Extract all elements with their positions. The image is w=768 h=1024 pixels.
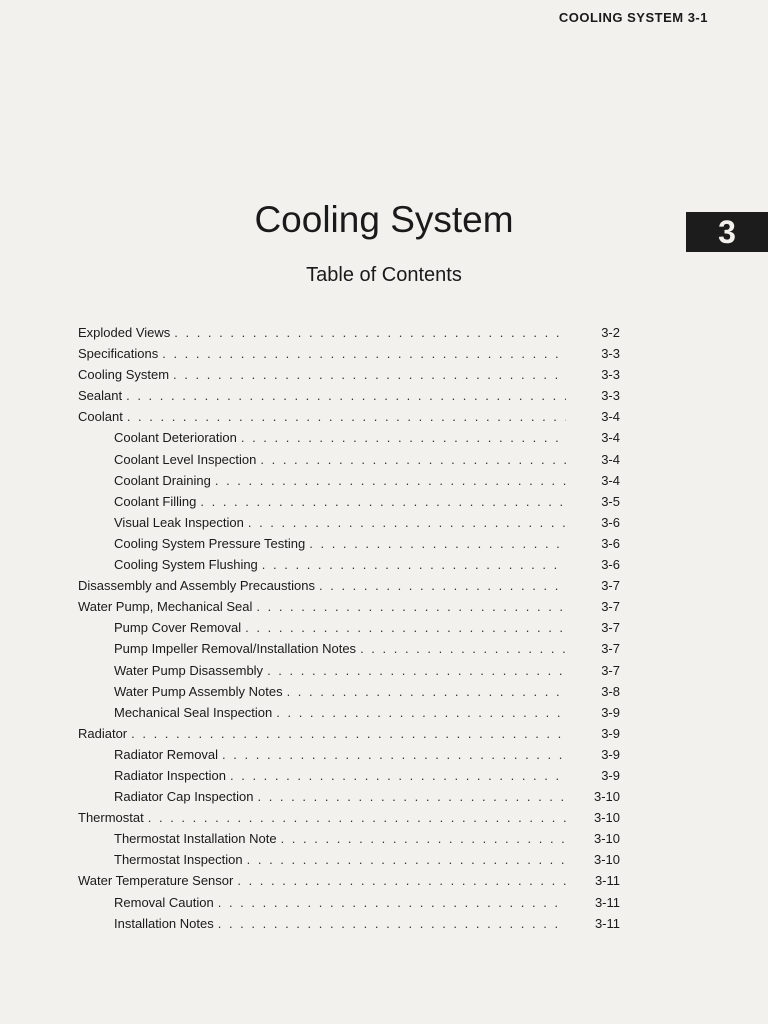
toc-entry-label: Specifications bbox=[78, 346, 159, 362]
dot-leader bbox=[237, 870, 566, 891]
toc-entry-label: Coolant Draining bbox=[114, 472, 211, 488]
toc-entry-page: 3-4 bbox=[601, 409, 620, 425]
dot-leader bbox=[309, 533, 566, 554]
toc-entry-page: 3-9 bbox=[601, 767, 620, 783]
toc-entry-label: Coolant Filling bbox=[114, 493, 197, 509]
toc-entry bbox=[78, 765, 620, 786]
dot-leader bbox=[241, 427, 566, 448]
toc-entry-label: Cooling System Flushing bbox=[114, 557, 258, 573]
toc-entry-page: 3-6 bbox=[601, 557, 620, 573]
toc-entry bbox=[78, 870, 620, 891]
toc-entry-page: 3-3 bbox=[601, 346, 620, 362]
dot-leader bbox=[222, 744, 566, 765]
dot-leader bbox=[287, 681, 566, 702]
toc-entry-label: Pump Cover Removal bbox=[114, 620, 242, 636]
toc-entry-label: Removal Caution bbox=[114, 894, 214, 910]
toc-entry bbox=[78, 575, 620, 596]
toc-entry-label: Coolant bbox=[78, 409, 123, 425]
toc-entry bbox=[78, 512, 620, 533]
toc-entry bbox=[78, 385, 620, 406]
table-of-contents bbox=[78, 322, 620, 934]
dot-leader bbox=[257, 786, 566, 807]
toc-entry-label: Water Pump Assembly Notes bbox=[114, 683, 283, 699]
toc-entry bbox=[78, 617, 620, 638]
toc-entry-label: Water Pump Disassembly bbox=[114, 662, 264, 678]
toc-entry bbox=[78, 596, 620, 617]
toc-entry bbox=[78, 702, 620, 723]
toc-entry bbox=[78, 849, 620, 870]
toc-entry bbox=[78, 744, 620, 765]
dot-leader bbox=[260, 449, 566, 470]
dot-leader bbox=[256, 596, 566, 617]
toc-entry-label: Thermostat Installation Note bbox=[114, 831, 277, 847]
toc-entry bbox=[78, 913, 620, 934]
toc-entry-label: Pump Impeller Removal/Installation Notes bbox=[114, 641, 357, 657]
toc-entry-label: Sealant bbox=[78, 388, 123, 404]
toc-entry-page: 3-9 bbox=[601, 746, 620, 762]
dot-leader bbox=[218, 892, 566, 913]
toc-entry-page: 3-4 bbox=[601, 472, 620, 488]
toc-entry-page: 3-4 bbox=[601, 430, 620, 446]
dot-leader bbox=[126, 385, 566, 406]
toc-entry-page: 3-10 bbox=[593, 810, 620, 826]
toc-entry-page: 3-11 bbox=[594, 894, 620, 910]
toc-entry-page: 3-11 bbox=[594, 873, 620, 889]
toc-entry-page: 3-7 bbox=[601, 620, 620, 636]
dot-leader bbox=[262, 554, 566, 575]
dot-leader bbox=[245, 617, 566, 638]
toc-entry-label: Disassembly and Assembly Precaustions bbox=[78, 578, 315, 594]
toc-entry bbox=[78, 681, 620, 702]
toc-entry-label: Radiator Inspection bbox=[114, 767, 227, 783]
dot-leader bbox=[267, 660, 566, 681]
toc-entry bbox=[78, 786, 620, 807]
toc-entry bbox=[78, 449, 620, 470]
toc-entry-label: Radiator bbox=[78, 725, 128, 741]
dot-leader bbox=[200, 491, 566, 512]
dot-leader bbox=[360, 638, 566, 659]
toc-entry-label: Coolant Deterioration bbox=[114, 430, 237, 446]
toc-entry-page: 3-8 bbox=[601, 683, 620, 699]
toc-entry-label: Cooling System bbox=[78, 367, 170, 383]
dot-leader bbox=[281, 828, 566, 849]
dot-leader bbox=[276, 702, 566, 723]
toc-entry bbox=[78, 470, 620, 491]
toc-entry-label: Cooling System Pressure Testing bbox=[114, 535, 306, 551]
toc-entry bbox=[78, 892, 620, 913]
chapter-tab: 3 bbox=[686, 212, 768, 252]
toc-entry-page: 3-11 bbox=[594, 915, 620, 931]
toc-entry-page: 3-3 bbox=[601, 367, 620, 383]
toc-entry-label: Water Pump, Mechanical Seal bbox=[78, 599, 253, 615]
toc-entry-page: 3-7 bbox=[601, 578, 620, 594]
toc-entry bbox=[78, 322, 620, 343]
dot-leader bbox=[230, 765, 566, 786]
toc-entry-page: 3-6 bbox=[601, 535, 620, 551]
toc-entry-page: 3-7 bbox=[601, 641, 620, 657]
page-title: Cooling System bbox=[254, 199, 514, 240]
toc-entry-label: Mechanical Seal Inspection bbox=[114, 704, 273, 720]
toc-entry-page: 3-2 bbox=[601, 325, 620, 340]
toc-entry-page: 3-10 bbox=[593, 831, 620, 847]
toc-entry bbox=[78, 427, 620, 448]
dot-leader bbox=[247, 849, 566, 870]
toc-entry bbox=[78, 554, 620, 575]
toc-entry-page: 3-9 bbox=[601, 704, 620, 720]
dot-leader bbox=[127, 406, 566, 427]
toc-heading: Table of Contents bbox=[306, 264, 462, 286]
toc-entry-label: Visual Leak Inspection bbox=[114, 514, 244, 530]
toc-entry-label: Radiator Removal bbox=[114, 746, 219, 762]
toc-entry bbox=[78, 533, 620, 554]
toc-entry-page: 3-10 bbox=[593, 852, 620, 868]
toc-entry bbox=[78, 723, 620, 744]
toc-entry-page: 3-7 bbox=[601, 599, 620, 615]
toc-entry-page: 3-4 bbox=[601, 451, 620, 467]
toc-entry-page: 3-7 bbox=[601, 662, 620, 678]
dot-leader bbox=[174, 322, 566, 343]
toc-entry bbox=[78, 406, 620, 427]
toc-entry-label: Water Temperature Sensor bbox=[78, 873, 234, 889]
toc-entry-label: Installation Notes bbox=[114, 915, 214, 931]
toc-entry-label: Coolant Level Inspection bbox=[114, 451, 257, 467]
dot-leader bbox=[215, 470, 566, 491]
toc-entry bbox=[78, 343, 620, 364]
dot-leader bbox=[162, 343, 566, 364]
toc-entry-label: Thermostat Inspection bbox=[114, 852, 243, 868]
toc-entry-page: 3-9 bbox=[601, 725, 620, 741]
dot-leader bbox=[218, 913, 566, 934]
dot-leader bbox=[131, 723, 566, 744]
dot-leader bbox=[248, 512, 566, 533]
toc-entry bbox=[78, 491, 620, 512]
toc-entry-page: 3-3 bbox=[601, 388, 620, 404]
running-header: COOLING SYSTEM 3-1 bbox=[558, 10, 708, 25]
toc-entry-label: Radiator Cap Inspection bbox=[114, 789, 254, 805]
toc-entry bbox=[78, 638, 620, 659]
toc-entry-page: 3-10 bbox=[593, 789, 620, 805]
toc-entry bbox=[78, 660, 620, 681]
toc-entry-page: 3-6 bbox=[601, 514, 620, 530]
toc-entry bbox=[78, 807, 620, 828]
toc-entry-page: 3-5 bbox=[601, 493, 620, 509]
toc-entry-label: Thermostat bbox=[78, 810, 144, 826]
dot-leader bbox=[148, 807, 566, 828]
dot-leader bbox=[173, 364, 566, 385]
toc-entry bbox=[78, 828, 620, 849]
toc-entry bbox=[78, 364, 620, 385]
toc-entry-label: Exploded Views bbox=[78, 325, 171, 340]
dot-leader bbox=[319, 575, 566, 596]
